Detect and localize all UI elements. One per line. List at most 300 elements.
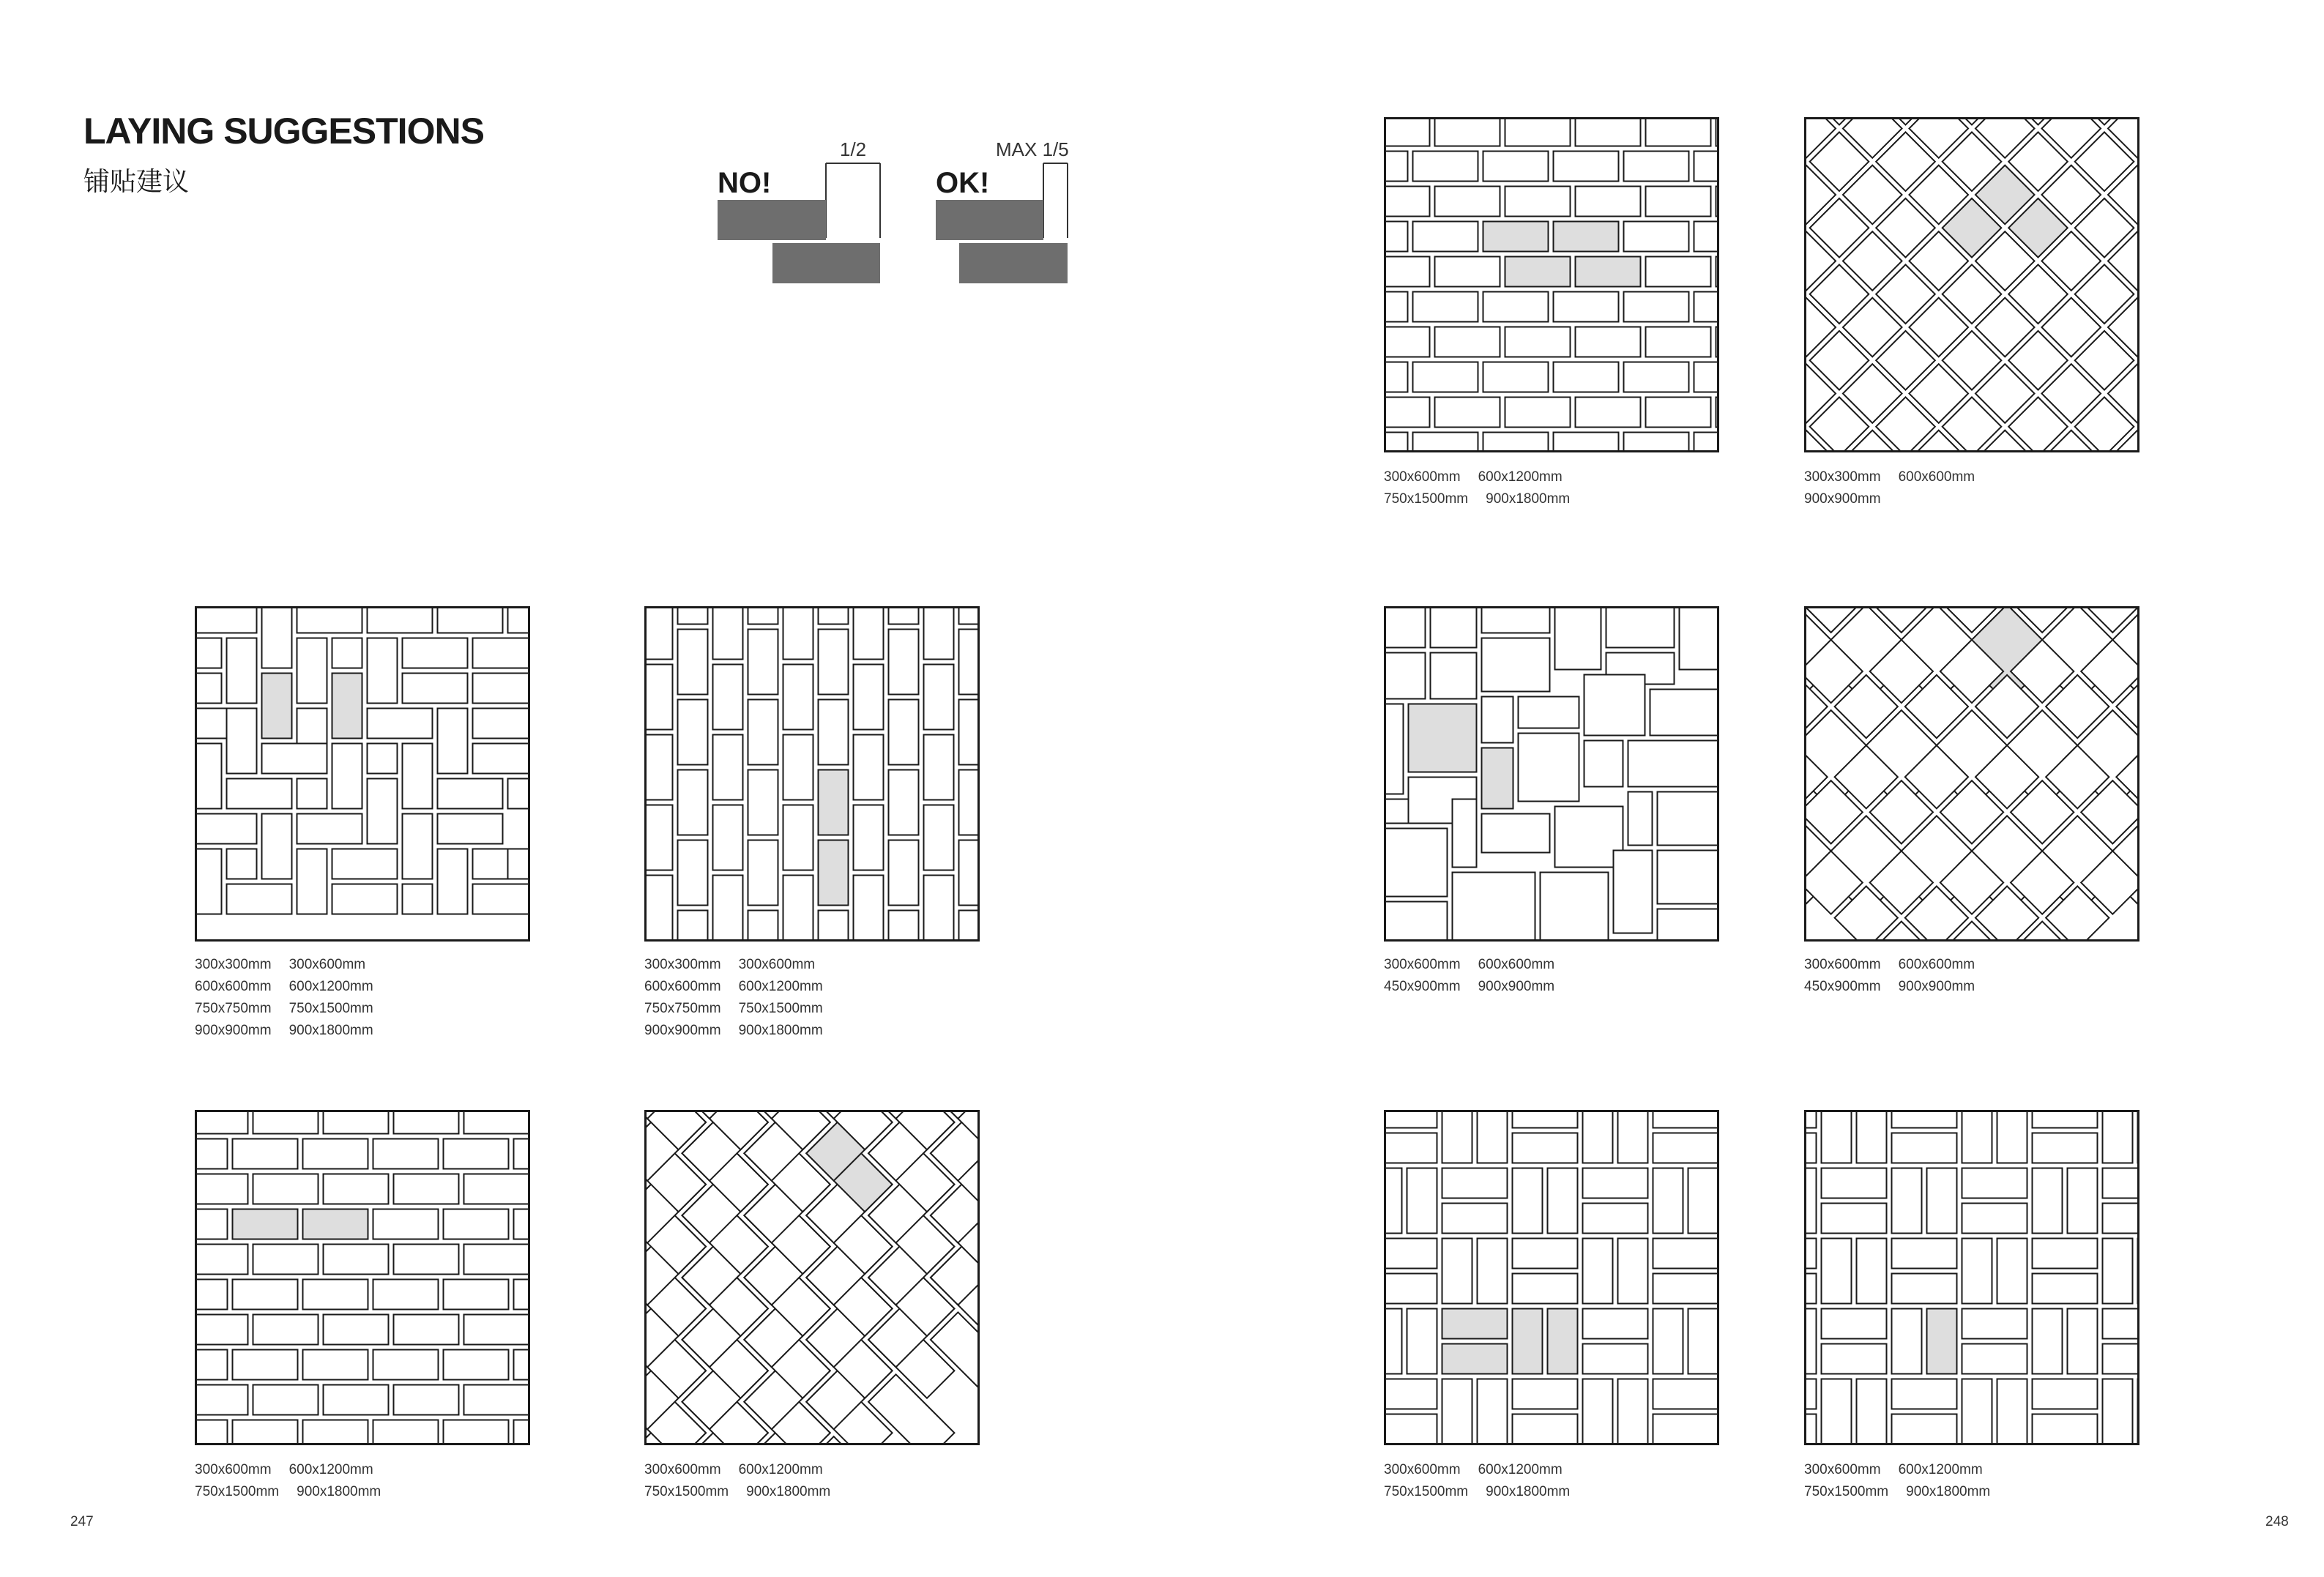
tile bbox=[1384, 829, 1448, 897]
tile bbox=[464, 1245, 529, 1275]
tile bbox=[1384, 1133, 1437, 1163]
tile bbox=[227, 638, 257, 704]
tile bbox=[748, 911, 778, 942]
tile bbox=[1618, 1379, 1648, 1444]
tile bbox=[368, 744, 398, 774]
tile bbox=[464, 1174, 529, 1204]
no-label: NO! bbox=[718, 167, 772, 199]
tile bbox=[1653, 1379, 1718, 1409]
size-label: 300x600mm bbox=[738, 957, 816, 972]
ok-label: OK! bbox=[936, 167, 990, 199]
tile bbox=[1505, 398, 1571, 428]
size-label: 600x600mm bbox=[1898, 957, 1975, 972]
size-row bbox=[195, 1481, 381, 1503]
tile bbox=[1554, 433, 1619, 453]
tile bbox=[1513, 1239, 1578, 1269]
tile bbox=[1407, 1309, 1437, 1374]
tile bbox=[514, 1280, 531, 1310]
tile bbox=[678, 700, 708, 765]
tile bbox=[1384, 362, 1408, 392]
size-label: 900x1800mm bbox=[288, 1023, 373, 1038]
tile bbox=[1997, 1239, 2027, 1304]
tile bbox=[1513, 1414, 1578, 1444]
tile bbox=[394, 1110, 459, 1134]
no-fraction: 1/2 bbox=[840, 138, 867, 160]
tile bbox=[1435, 257, 1500, 287]
tile bbox=[1513, 1274, 1578, 1304]
pattern-basketweave-3 bbox=[1804, 1110, 2139, 1445]
tile bbox=[444, 1280, 509, 1310]
size-row bbox=[644, 1459, 830, 1481]
tile bbox=[297, 849, 327, 914]
tile bbox=[1384, 117, 1430, 146]
tile bbox=[1442, 1239, 1472, 1304]
tile bbox=[508, 849, 531, 879]
tile bbox=[1680, 606, 1720, 670]
size-label: 300x600mm bbox=[1804, 1462, 1881, 1477]
tile bbox=[924, 805, 954, 870]
tile bbox=[889, 606, 919, 625]
tile bbox=[1519, 697, 1579, 728]
pattern-vertical-stack-mixed bbox=[644, 606, 980, 942]
tile bbox=[233, 1139, 298, 1169]
tile-highlighted bbox=[332, 674, 362, 739]
tile bbox=[1962, 1204, 2027, 1234]
tile bbox=[924, 606, 954, 660]
tile bbox=[1624, 152, 1689, 182]
size-label: 900x1800mm bbox=[1486, 491, 1571, 507]
tile bbox=[473, 638, 531, 668]
tile-highlighted bbox=[819, 770, 849, 835]
size-row bbox=[195, 976, 373, 998]
size-row bbox=[1384, 1459, 1570, 1481]
tile bbox=[1646, 398, 1711, 428]
tile bbox=[403, 884, 433, 914]
size-row bbox=[644, 1481, 830, 1503]
tile bbox=[1505, 327, 1571, 357]
tile bbox=[444, 1350, 509, 1380]
tile bbox=[1413, 222, 1478, 252]
tile bbox=[195, 1315, 248, 1345]
tile bbox=[2103, 1344, 2140, 1374]
tile bbox=[464, 1315, 529, 1345]
tile bbox=[924, 876, 954, 941]
tile bbox=[2033, 1379, 2098, 1409]
tile bbox=[2033, 1414, 2098, 1444]
tile bbox=[1962, 1344, 2027, 1374]
tile bbox=[438, 606, 503, 633]
tile bbox=[1688, 1168, 1718, 1234]
pattern-running-bond bbox=[195, 1110, 530, 1445]
tile bbox=[1822, 1344, 1887, 1374]
size-row bbox=[1804, 976, 1975, 998]
tile bbox=[1554, 362, 1619, 392]
size-label: 300x600mm bbox=[1384, 469, 1461, 485]
tile bbox=[1482, 638, 1550, 692]
tile bbox=[854, 606, 884, 660]
tile bbox=[1694, 292, 1720, 322]
tile-highlighted bbox=[1513, 1309, 1543, 1374]
sizes-diagonal-square bbox=[1804, 466, 1975, 510]
tile bbox=[1822, 1379, 1852, 1444]
tile bbox=[1384, 1309, 1402, 1374]
tile bbox=[324, 1385, 389, 1415]
tile bbox=[473, 884, 531, 914]
size-label: 900x900mm bbox=[195, 1023, 272, 1038]
tile bbox=[403, 814, 433, 879]
tile bbox=[444, 1209, 509, 1239]
tile bbox=[1653, 1309, 1683, 1374]
tile bbox=[1442, 1204, 1508, 1234]
tile bbox=[1513, 1379, 1578, 1409]
tile bbox=[2033, 1239, 2098, 1269]
tile bbox=[1646, 117, 1711, 146]
tile bbox=[959, 630, 980, 695]
size-label: 300x600mm bbox=[1384, 1462, 1461, 1477]
tile bbox=[819, 606, 849, 625]
tile bbox=[1583, 1168, 1648, 1198]
tile bbox=[1384, 187, 1430, 217]
tile bbox=[924, 665, 954, 730]
tile bbox=[195, 1280, 228, 1310]
tile bbox=[195, 1209, 228, 1239]
tile bbox=[1384, 902, 1448, 942]
tile-highlighted bbox=[233, 1209, 298, 1239]
sizes-running-bond bbox=[195, 1459, 381, 1503]
size-label: 750x1500mm bbox=[288, 1001, 373, 1016]
tile bbox=[748, 700, 778, 765]
tile bbox=[854, 735, 884, 800]
tile bbox=[1384, 1168, 1402, 1234]
tile bbox=[713, 735, 743, 800]
tile bbox=[959, 770, 980, 835]
size-row bbox=[1384, 466, 1570, 488]
tile bbox=[1892, 1110, 1957, 1128]
tile bbox=[1435, 398, 1500, 428]
size-label: 600x1200mm bbox=[738, 979, 823, 994]
size-row bbox=[644, 954, 823, 976]
size-label: 600x1200mm bbox=[1478, 469, 1563, 485]
tile bbox=[1857, 1110, 1887, 1163]
tile bbox=[1583, 1239, 1613, 1304]
tile bbox=[253, 1315, 319, 1345]
tile bbox=[1997, 1379, 2027, 1444]
tile bbox=[368, 709, 433, 739]
tile bbox=[1962, 1379, 1992, 1444]
pattern-mixed-square-rectangle bbox=[1384, 606, 1719, 942]
tile bbox=[889, 700, 919, 765]
tile bbox=[1431, 606, 1477, 648]
tile bbox=[748, 770, 778, 835]
size-label: 750x750mm bbox=[644, 1001, 721, 1016]
tile bbox=[1892, 1239, 1957, 1269]
tile bbox=[394, 1245, 459, 1275]
tile bbox=[889, 630, 919, 695]
size-label: 600x1200mm bbox=[1478, 1462, 1563, 1477]
tile bbox=[1653, 1274, 1718, 1304]
tile bbox=[262, 744, 327, 774]
sizes-mixed-square-rectangle bbox=[1384, 954, 1554, 998]
tile bbox=[1624, 222, 1689, 252]
tile bbox=[253, 1245, 319, 1275]
tile-highlighted bbox=[1927, 1309, 1957, 1374]
tile bbox=[1646, 187, 1711, 217]
size-row bbox=[644, 998, 823, 1020]
size-row bbox=[1804, 1481, 1990, 1503]
tile bbox=[1483, 292, 1549, 322]
tile bbox=[783, 606, 813, 660]
tile bbox=[1583, 1204, 1648, 1234]
pattern-basketweave-2 bbox=[1384, 1110, 1719, 1445]
tile bbox=[1435, 327, 1500, 357]
tile bbox=[373, 1350, 439, 1380]
tile bbox=[2103, 1168, 2140, 1198]
tile bbox=[403, 638, 468, 668]
tile bbox=[1576, 327, 1641, 357]
size-label: 750x1500mm bbox=[644, 1484, 729, 1499]
tile bbox=[195, 1350, 228, 1380]
tile bbox=[324, 1110, 389, 1134]
tile bbox=[889, 911, 919, 942]
tile bbox=[233, 1350, 298, 1380]
tile-highlighted bbox=[262, 674, 292, 739]
tile bbox=[959, 700, 980, 765]
tile bbox=[297, 606, 362, 633]
tile bbox=[1892, 1414, 1957, 1444]
tile bbox=[1822, 1309, 1887, 1339]
tile bbox=[1555, 606, 1601, 670]
tile bbox=[1694, 152, 1720, 182]
tile bbox=[438, 709, 468, 774]
pattern-diagonal-mixed bbox=[1804, 606, 2139, 942]
tile bbox=[403, 744, 433, 809]
tile bbox=[889, 840, 919, 906]
tile bbox=[644, 665, 673, 730]
size-label: 900x1800mm bbox=[738, 1023, 823, 1038]
tile bbox=[297, 814, 362, 844]
size-label: 300x600mm bbox=[288, 957, 366, 972]
size-label: 600x1200mm bbox=[288, 1462, 373, 1477]
tile bbox=[1407, 1168, 1437, 1234]
tile bbox=[1688, 1309, 1718, 1374]
size-label: 450x900mm bbox=[1804, 979, 1881, 994]
sizes-basketweave-3 bbox=[1804, 1459, 1990, 1503]
sizes-brick-third-offset bbox=[1384, 466, 1570, 510]
tile bbox=[195, 1245, 248, 1275]
tile bbox=[464, 1110, 529, 1134]
tile bbox=[1694, 222, 1720, 252]
tile bbox=[1554, 152, 1619, 182]
tile bbox=[1857, 1379, 1887, 1444]
tile bbox=[297, 638, 327, 704]
tile-highlighted bbox=[1442, 1344, 1508, 1374]
tile-highlighted bbox=[1482, 748, 1513, 809]
tile bbox=[262, 606, 292, 668]
size-row bbox=[644, 976, 823, 998]
tile bbox=[2103, 1379, 2133, 1444]
tile bbox=[324, 1315, 389, 1345]
pattern-random-pinwheel bbox=[195, 606, 530, 942]
tile bbox=[1413, 292, 1478, 322]
tile bbox=[444, 1420, 509, 1446]
tile bbox=[373, 1209, 439, 1239]
tile bbox=[924, 735, 954, 800]
tile bbox=[438, 779, 503, 809]
tile bbox=[1505, 117, 1571, 146]
tile bbox=[1857, 1239, 1887, 1304]
tile bbox=[1658, 851, 1720, 904]
tile bbox=[1892, 1274, 1957, 1304]
tile bbox=[332, 884, 398, 914]
tile bbox=[1431, 653, 1477, 699]
tile bbox=[1822, 1168, 1887, 1198]
size-label: 300x600mm bbox=[644, 1462, 721, 1477]
tile bbox=[1384, 398, 1430, 428]
tile bbox=[783, 805, 813, 870]
tile bbox=[1822, 1110, 1852, 1163]
tile bbox=[678, 606, 708, 625]
sizes-diagonal-mixed bbox=[1804, 954, 1975, 998]
tile-highlighted bbox=[1442, 1309, 1508, 1339]
tile bbox=[644, 606, 673, 660]
size-label: 600x1200mm bbox=[738, 1462, 823, 1477]
tile-highlighted bbox=[1483, 222, 1549, 252]
tile bbox=[959, 606, 980, 625]
tile bbox=[1584, 741, 1623, 787]
tile bbox=[1892, 1133, 1957, 1163]
tile bbox=[2103, 1309, 2140, 1339]
tile bbox=[1384, 704, 1404, 794]
tile bbox=[2033, 1274, 2098, 1304]
tile bbox=[1413, 362, 1478, 392]
size-row bbox=[644, 1020, 823, 1042]
tile bbox=[1384, 222, 1408, 252]
tile bbox=[678, 840, 708, 906]
tile bbox=[644, 735, 673, 800]
tile bbox=[748, 840, 778, 906]
tile bbox=[368, 606, 433, 633]
tile bbox=[1650, 690, 1720, 736]
no-bar-bottom bbox=[772, 243, 880, 283]
tile bbox=[678, 770, 708, 835]
tile bbox=[1384, 1110, 1437, 1128]
size-label: 600x600mm bbox=[644, 979, 721, 994]
tile bbox=[854, 665, 884, 730]
tile bbox=[195, 1420, 228, 1446]
tile bbox=[1541, 873, 1609, 942]
tile bbox=[1628, 792, 1653, 846]
size-label: 750x1500mm bbox=[738, 1001, 823, 1016]
tile bbox=[1442, 1110, 1472, 1163]
page-title: LAYING SUGGESTIONS bbox=[83, 111, 484, 152]
tile bbox=[1513, 1110, 1578, 1128]
tile bbox=[2068, 1309, 2098, 1374]
tile bbox=[195, 606, 257, 633]
tile bbox=[1583, 1344, 1648, 1374]
tile bbox=[2068, 1168, 2098, 1234]
tile bbox=[227, 779, 292, 809]
tile bbox=[195, 1385, 248, 1415]
ok-fraction: MAX 1/5 bbox=[996, 138, 1069, 160]
tile bbox=[233, 1280, 298, 1310]
tile bbox=[332, 638, 362, 668]
size-label: 300x300mm bbox=[195, 957, 272, 972]
tile bbox=[1413, 433, 1478, 453]
tile bbox=[303, 1139, 368, 1169]
tile bbox=[819, 630, 849, 695]
tile bbox=[1653, 1110, 1718, 1128]
tile bbox=[1822, 1239, 1852, 1304]
tile-highlighted bbox=[303, 1209, 368, 1239]
size-label: 750x1500mm bbox=[195, 1484, 280, 1499]
tile bbox=[303, 1280, 368, 1310]
offset-rule-svg bbox=[703, 135, 1098, 293]
page-number-left: 247 bbox=[70, 1514, 94, 1529]
tile bbox=[1658, 909, 1720, 942]
ok-bar-bottom bbox=[959, 243, 1068, 283]
tile bbox=[1478, 1239, 1508, 1304]
size-row bbox=[1384, 488, 1570, 510]
tile bbox=[1453, 873, 1535, 942]
tile bbox=[195, 814, 257, 844]
tile bbox=[1962, 1309, 2027, 1339]
tile bbox=[1442, 1168, 1508, 1198]
size-label: 300x600mm bbox=[1384, 957, 1461, 972]
tile bbox=[1583, 1110, 1613, 1163]
tile-highlighted bbox=[1576, 257, 1641, 287]
tile bbox=[1576, 117, 1641, 146]
size-label: 900x1800mm bbox=[297, 1484, 381, 1499]
tile bbox=[1478, 1110, 1508, 1163]
tile bbox=[1384, 327, 1430, 357]
tile bbox=[1892, 1168, 1922, 1234]
tile bbox=[195, 744, 222, 809]
tile bbox=[324, 1174, 389, 1204]
tile bbox=[394, 1385, 459, 1415]
tile bbox=[713, 805, 743, 870]
tile bbox=[1384, 1414, 1437, 1444]
tile bbox=[1384, 292, 1408, 322]
tile bbox=[1962, 1110, 1992, 1163]
tile bbox=[1548, 1168, 1578, 1234]
tile bbox=[1384, 433, 1408, 453]
tile-highlighted bbox=[1409, 704, 1477, 772]
tile bbox=[373, 1139, 439, 1169]
tile bbox=[1653, 1239, 1718, 1269]
size-label: 750x1500mm bbox=[1804, 1484, 1889, 1499]
size-row bbox=[1804, 954, 1975, 976]
tile bbox=[713, 665, 743, 730]
size-label: 600x600mm bbox=[1478, 957, 1555, 972]
tile bbox=[394, 1174, 459, 1204]
tile bbox=[403, 674, 468, 704]
size-label: 600x600mm bbox=[195, 979, 272, 994]
tile bbox=[1483, 433, 1549, 453]
tile bbox=[1478, 1379, 1508, 1444]
size-row bbox=[1804, 1459, 1990, 1481]
tile bbox=[514, 1209, 531, 1239]
tile bbox=[1892, 1379, 1957, 1409]
tile bbox=[1606, 606, 1675, 648]
page-number-right: 248 bbox=[2265, 1514, 2289, 1529]
tile bbox=[1694, 362, 1720, 392]
tile bbox=[713, 876, 743, 941]
tile bbox=[1583, 1309, 1648, 1339]
tile bbox=[1384, 257, 1430, 287]
tile bbox=[959, 840, 980, 906]
tile bbox=[1519, 734, 1579, 802]
tile bbox=[854, 805, 884, 870]
